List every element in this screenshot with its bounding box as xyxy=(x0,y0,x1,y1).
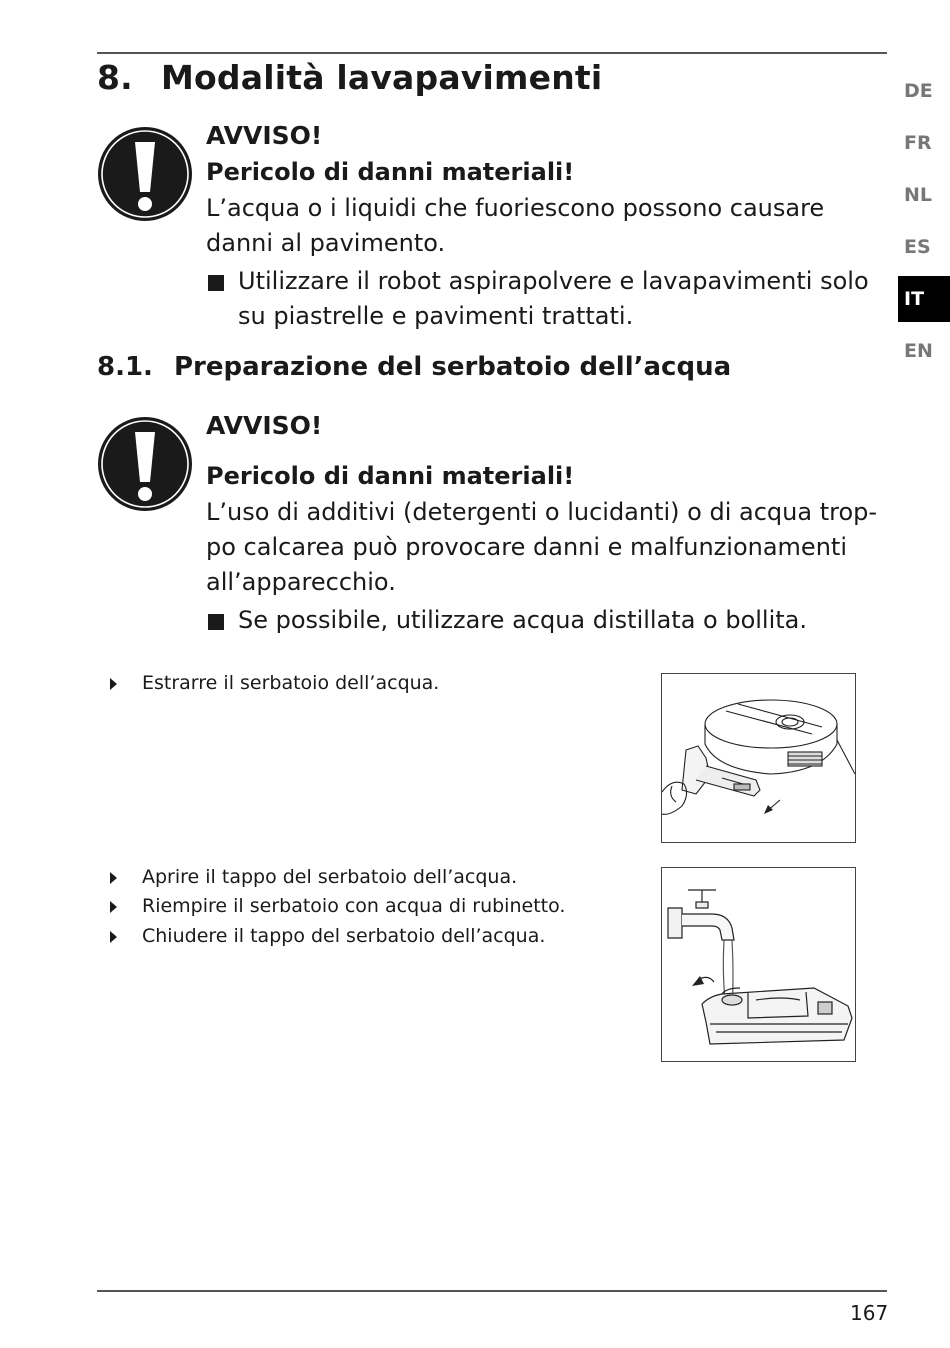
notice-body-line: L’acqua o i liquidi che fuoriescono possono causare xyxy=(206,194,825,222)
step-arrow-icon xyxy=(110,678,117,690)
subsection-number: 8.1. xyxy=(97,352,153,382)
section-title: Modalità lavapavimenti xyxy=(161,58,603,97)
step-item xyxy=(110,669,440,699)
notice-body-line: all’apparecchio. xyxy=(206,568,396,596)
section-number: 8. xyxy=(97,58,133,97)
step-item xyxy=(110,922,546,952)
lang-tab-en[interactable]: EN xyxy=(904,340,933,362)
step-arrow-icon xyxy=(110,931,117,943)
figure-remove-tank xyxy=(661,673,856,843)
step-item xyxy=(110,863,518,893)
notice-body-line: po calcarea può provocare danni e malfunzionamenti xyxy=(206,533,847,561)
notice-bullet-line: Se possibile, utilizzare acqua distillata o bollita. xyxy=(238,606,808,634)
figure-fill-tank xyxy=(661,867,856,1062)
step-arrow-icon xyxy=(110,901,117,913)
step-text: Estrarre il serbatoio dell’acqua. xyxy=(142,672,440,694)
notice-heading: Pericolo di danni materiali! xyxy=(206,462,575,490)
lang-tab-it[interactable]: IT xyxy=(898,276,950,322)
notice-bullet-line: Utilizzare il robot aspirapolvere e lavapavimenti solo xyxy=(238,267,869,295)
step-arrow-icon xyxy=(110,872,117,884)
section-heading xyxy=(97,58,602,97)
notice-body xyxy=(206,495,886,600)
lang-tab-fr[interactable]: FR xyxy=(904,132,932,154)
notice-body-line: danni al pavimento. xyxy=(206,229,446,257)
notice-bullet xyxy=(206,264,886,334)
notice-body xyxy=(206,191,886,261)
tap-filling-tank-illustration xyxy=(662,868,855,1061)
notice-label: AVVISO! xyxy=(206,121,323,150)
notice-body-line: L’uso di additivi (detergenti o lucidanti) o di acqua trop- xyxy=(206,498,878,526)
notice-block-1 xyxy=(206,118,886,334)
subsection-title: Preparazione del serbatoio dell’acqua xyxy=(174,352,732,382)
square-bullet-icon xyxy=(208,275,224,291)
page-number: 167 xyxy=(850,1301,889,1325)
warning-icon xyxy=(97,416,193,512)
robot-tank-removal-illustration xyxy=(662,674,855,842)
step-text: Chiudere il tappo del serbatoio dell’acqua. xyxy=(142,925,546,947)
lang-tab-de[interactable]: DE xyxy=(904,80,933,102)
notice-label: AVVISO! xyxy=(206,411,323,440)
lang-tab-es[interactable]: ES xyxy=(904,236,931,258)
step-item xyxy=(110,892,566,922)
step-text: Riempire il serbatoio con acqua di rubinetto. xyxy=(142,895,566,917)
lang-tab-nl[interactable]: NL xyxy=(904,184,933,206)
warning-icon xyxy=(97,126,193,222)
notice-bullet xyxy=(206,603,886,638)
square-bullet-icon xyxy=(208,614,224,630)
subsection-heading xyxy=(97,352,731,382)
notice-heading: Pericolo di danni materiali! xyxy=(206,158,575,186)
notice-block-2 xyxy=(206,408,886,638)
step-text: Aprire il tappo del serbatoio dell’acqua. xyxy=(142,866,518,888)
notice-bullet-line: su piastrelle e pavimenti trattati. xyxy=(238,302,634,330)
top-rule xyxy=(97,52,887,54)
bottom-rule xyxy=(97,1290,887,1292)
